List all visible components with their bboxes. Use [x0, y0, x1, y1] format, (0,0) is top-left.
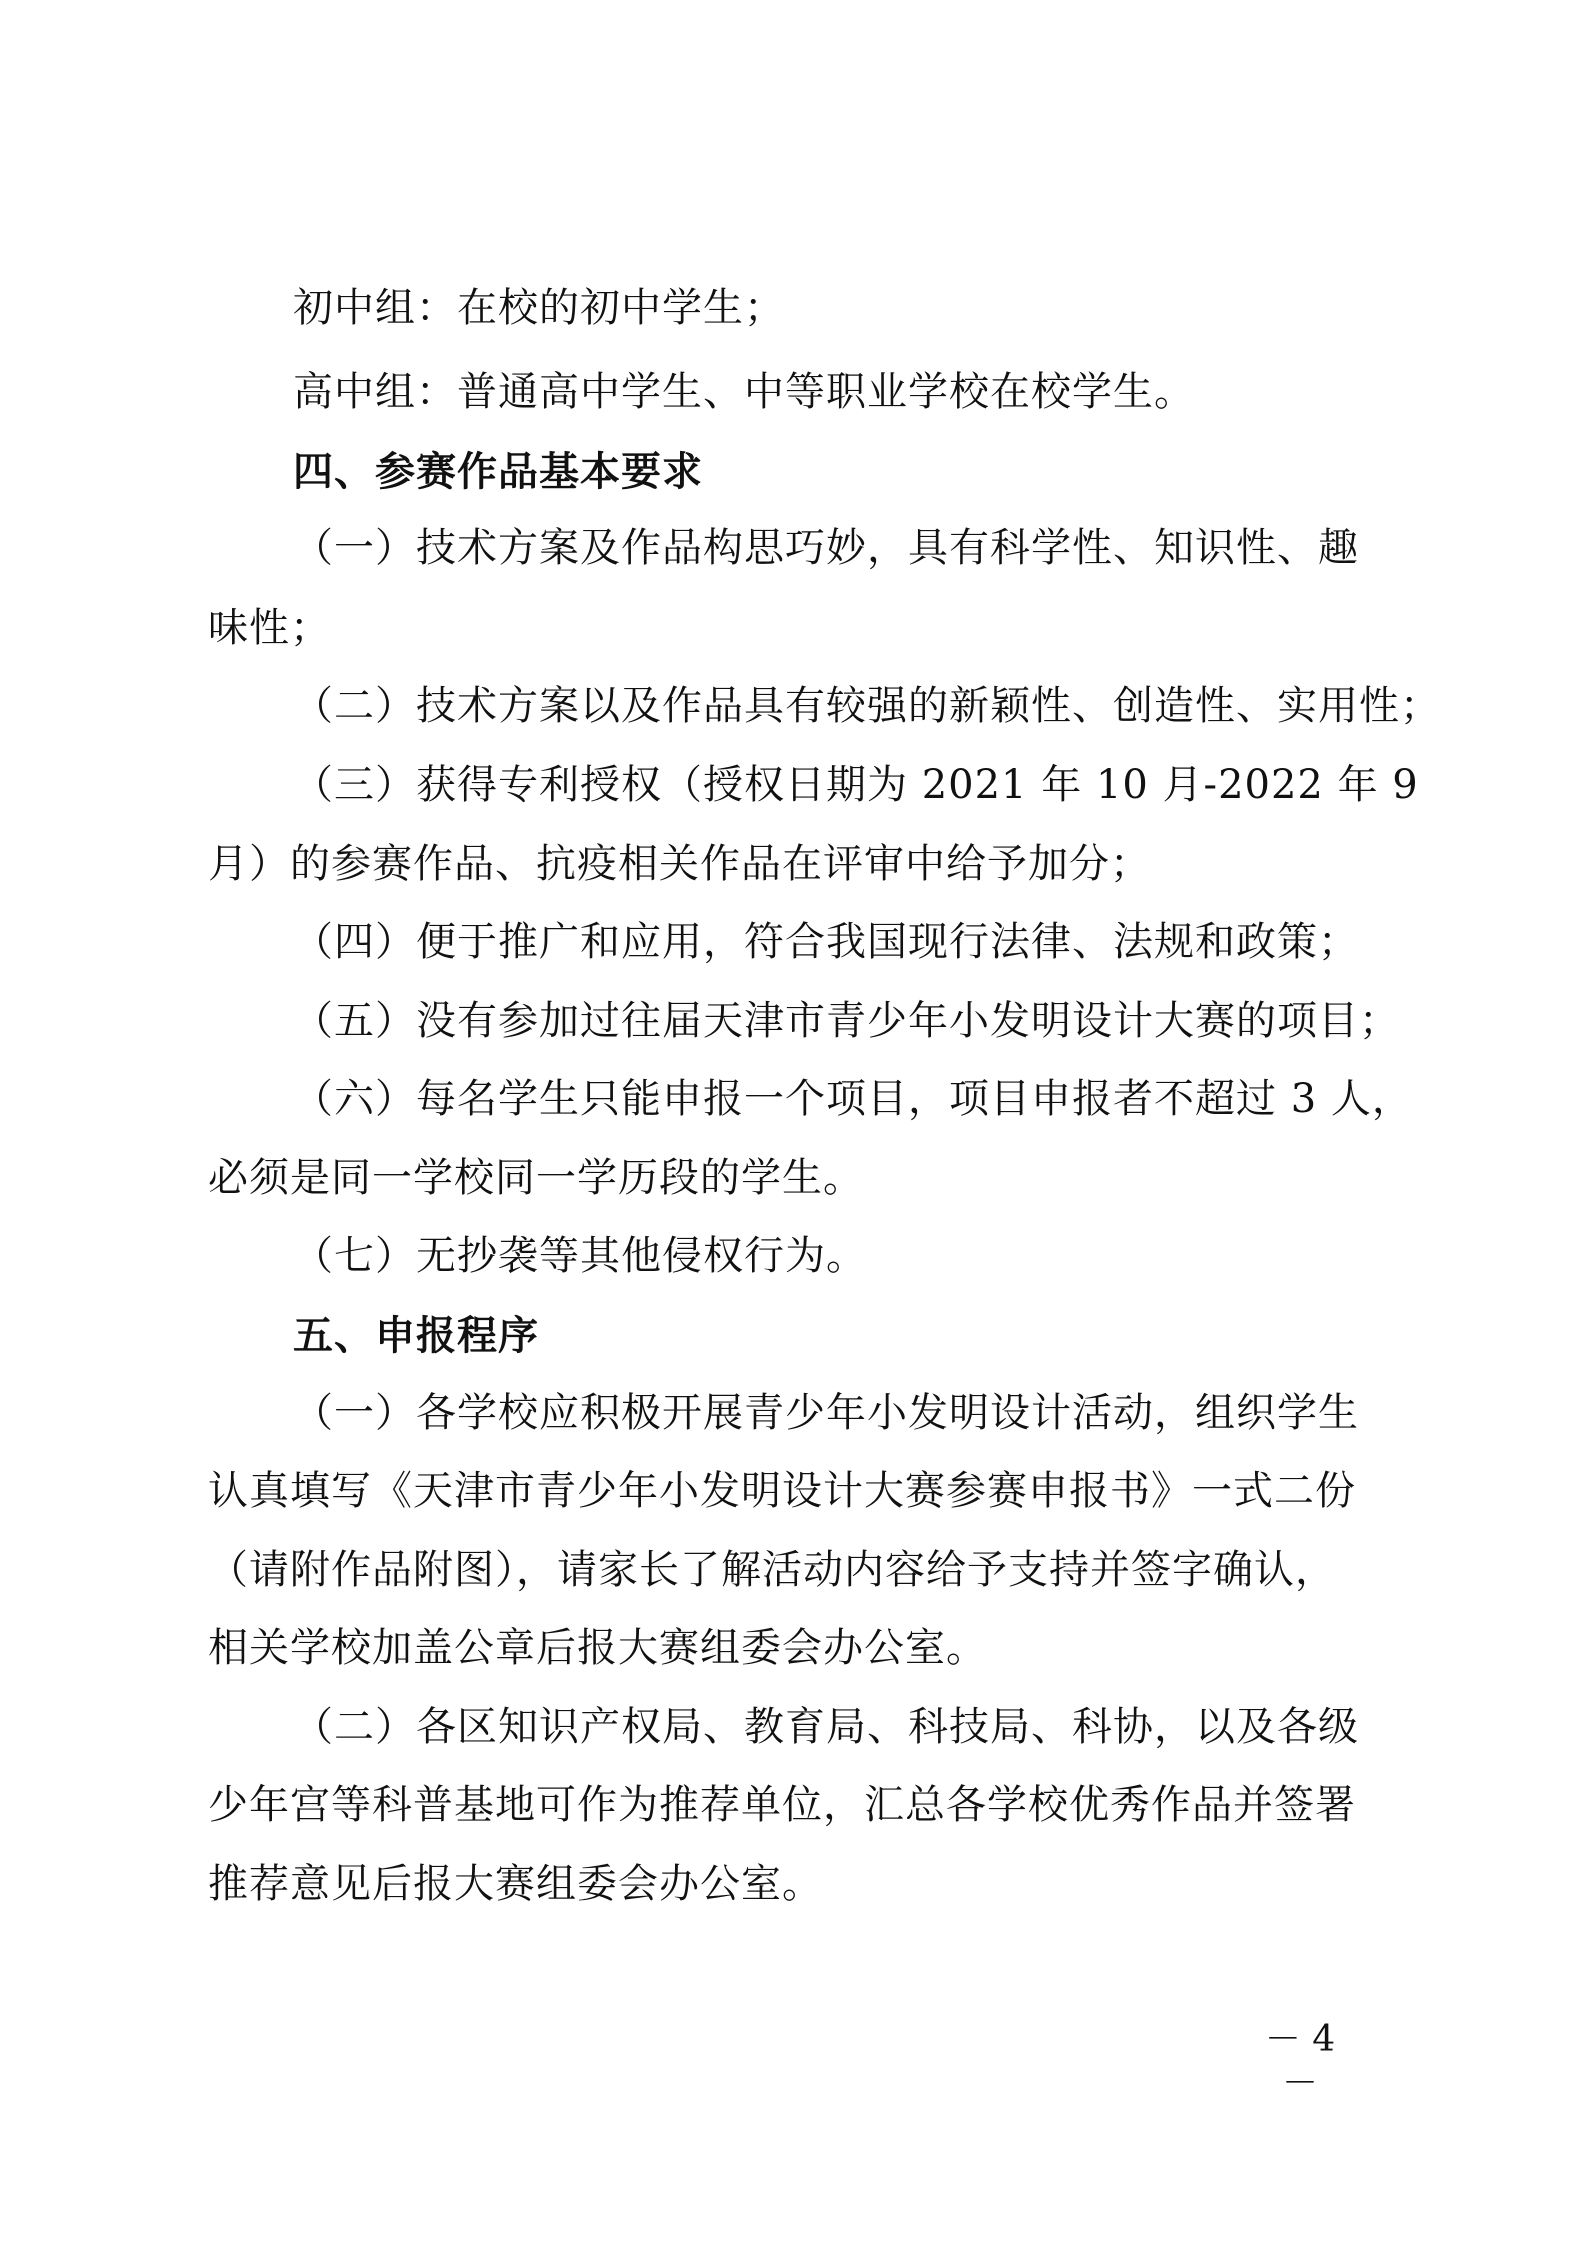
text-line-requirement-3: （三）获得专利授权（授权日期为 2021 年 10 月-2022 年 9 [293, 762, 1419, 808]
text-line-requirement-1: （一）技术方案及作品构思巧妙，具有科学性、知识性、趣 [293, 525, 1359, 571]
page-number: － 4 － [1264, 2019, 1336, 2104]
text-line-procedure-2-cont-b: 推荐意见后报大赛组委会办公室。 [208, 1861, 823, 1907]
text-line-junior-group: 初中组：在校的初中学生； [293, 285, 785, 331]
text-line-procedure-1-cont-a: 认真填写《天津市青少年小发明设计大赛参赛申报书》一式二份 [208, 1468, 1356, 1514]
text-line-requirement-4: （四）便于推广和应用，符合我国现行法律、法规和政策； [293, 919, 1359, 965]
text-line-procedure-1-cont-c: 相关学校加盖公章后报大赛组委会办公室。 [208, 1625, 987, 1671]
text-line-procedure-1: （一）各学校应积极开展青少年小发明设计活动，组织学生 [293, 1390, 1359, 1436]
text-line-senior-group: 高中组：普通高中学生、中等职业学校在校学生。 [293, 369, 1195, 415]
section-heading-requirements: 四、参赛作品基本要求 [293, 449, 703, 495]
text-line-requirement-1-cont: 味性； [208, 605, 331, 651]
text-line-requirement-2: （二）技术方案以及作品具有较强的新颖性、创造性、实用性； [293, 683, 1441, 729]
text-line-procedure-2-cont-a: 少年宫等科普基地可作为推荐单位，汇总各学校优秀作品并签署 [208, 1782, 1356, 1828]
text-line-procedure-2: （二）各区知识产权局、教育局、科技局、科协，以及各级 [293, 1704, 1359, 1750]
text-line-requirement-5: （五）没有参加过往届天津市青少年小发明设计大赛的项目； [293, 998, 1400, 1044]
text-line-requirement-6-cont: 必须是同一学校同一学历段的学生。 [208, 1155, 864, 1201]
text-line-requirement-3-cont: 月）的参赛作品、抗疫相关作品在评审中给予加分； [208, 841, 1151, 887]
section-heading-procedure: 五、申报程序 [293, 1313, 539, 1359]
text-line-procedure-1-cont-b: （请附作品附图），请家长了解活动内容给予支持并签字确认， [208, 1547, 1336, 1593]
text-line-requirement-7: （七）无抄袭等其他侵权行为。 [293, 1233, 867, 1279]
text-line-requirement-6: （六）每名学生只能申报一个项目，项目申报者不超过 3 人， [293, 1076, 1413, 1122]
